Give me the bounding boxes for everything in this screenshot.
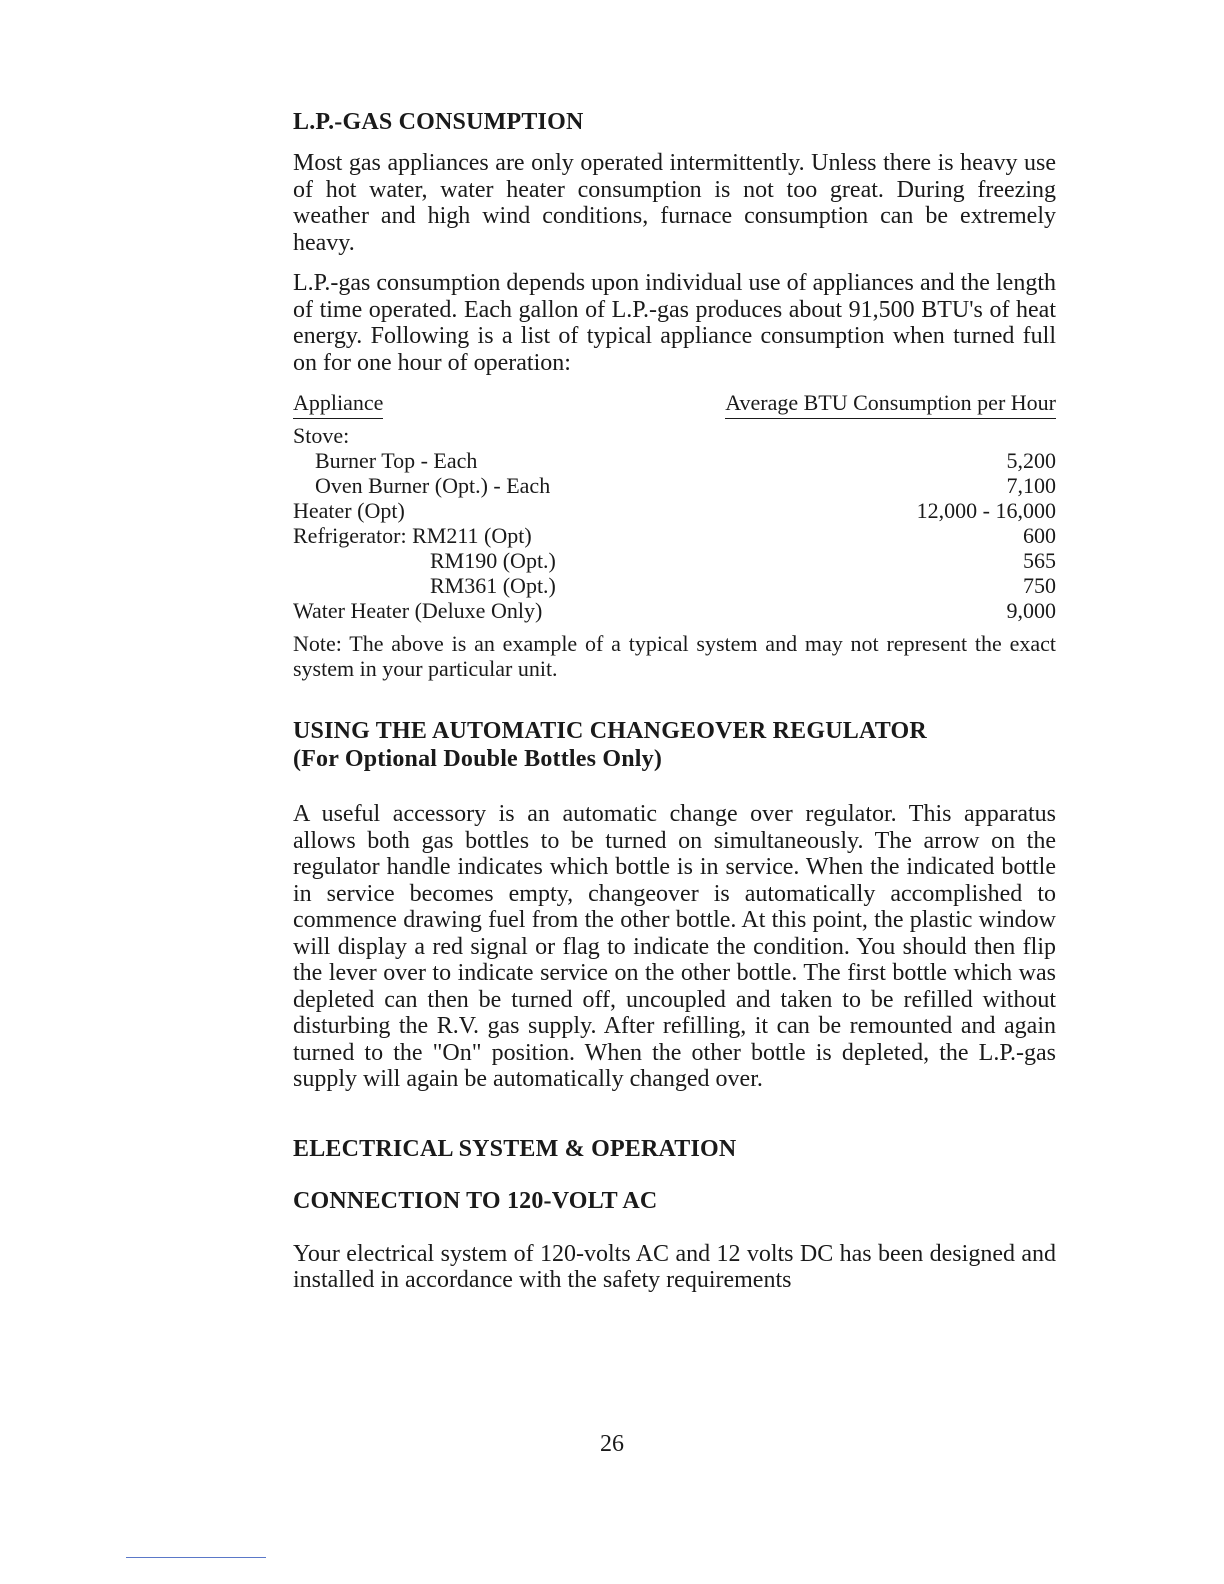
table-row xyxy=(293,523,1056,548)
col-appliance-header: Appliance xyxy=(293,390,383,419)
row-value: 7,100 xyxy=(1006,473,1056,498)
row-value: 750 xyxy=(1023,573,1056,598)
row-label: Stove: xyxy=(293,423,350,448)
row-value: 12,000 - 16,000 xyxy=(916,498,1056,523)
table-row xyxy=(293,448,1056,473)
lp-gas-heading: L.P.-GAS CONSUMPTION xyxy=(293,109,584,135)
footer-rule xyxy=(126,1557,266,1558)
row-label: Heater (Opt) xyxy=(293,498,405,523)
row-label: Burner Top - Each xyxy=(315,448,478,473)
table-row xyxy=(293,548,1056,573)
lp-gas-para-1: Most gas appliances are only operated intermittently. Unless there is heavy use of hot water, water heater consumption is not too great. During freezing weather and high wind conditions, furnace consumption can be extremely heavy. xyxy=(293,150,1056,256)
table-row xyxy=(293,473,1056,498)
regulator-subheading: (For Optional Double Bottles Only) xyxy=(293,746,663,772)
row-label: RM361 (Opt.) xyxy=(430,573,556,598)
row-label: Refrigerator: RM211 (Opt) xyxy=(293,523,532,548)
page-content xyxy=(293,108,1056,1294)
table-row xyxy=(293,498,1056,523)
row-value: 9,000 xyxy=(1006,598,1056,623)
consumption-table-header xyxy=(293,390,1056,419)
page-number: 26 xyxy=(600,1431,624,1457)
row-label: Water Heater (Deluxe Only) xyxy=(293,598,543,623)
electrical-para: Your electrical system of 120-volts AC and 12 volts DC has been designed and installed in accordance with the safety requirements xyxy=(293,1240,1056,1293)
lp-gas-para-2: L.P.-gas consumption depends upon individual use of appliances and the length of time operated. Each gallon of L.P.-gas produces about 91,500 BTU's of heat energy. Following is a list of typical appliance consumption when turned full on for one hour of operation: xyxy=(293,270,1056,376)
table-row xyxy=(293,573,1056,598)
electrical-heading: ELECTRICAL SYSTEM & OPERATION xyxy=(293,1135,737,1162)
consumption-table xyxy=(293,423,1056,623)
row-label: Oven Burner (Opt.) - Each xyxy=(315,473,551,498)
regulator-para: A useful accessory is an automatic change over regulator. This apparatus allows both gas bottles to be turned on simultaneously. The arrow on the regulator handle indicates which bottle is in service. When the indicated bottle in service becomes empty, changeover is automatically accomplished to commence drawing fuel from the other bottle. At this point, the plastic window will display a red signal or flag to indicate the condition. You should then flip the lever over to indicate service on the other bottle. The first bottle which was depleted can then be turned off, uncoupled and taken to be refilled without disturbing the R.V. gas supply. After refilling, it can be remounted and again turned to the "On" position. When the other bottle is depleted, the L.P.-gas supply will again be automatically changed over. xyxy=(293,801,1056,1092)
row-value: 600 xyxy=(1023,523,1056,548)
row-value: 565 xyxy=(1023,548,1056,573)
regulator-heading: USING THE AUTOMATIC CHANGEOVER REGULATOR xyxy=(293,718,927,744)
table-row xyxy=(293,423,1056,448)
row-label: RM190 (Opt.) xyxy=(430,548,556,573)
col-btu-header: Average BTU Consumption per Hour xyxy=(725,390,1056,419)
connection-heading: CONNECTION TO 120-VOLT AC xyxy=(293,1187,658,1214)
table-note: Note: The above is an example of a typical system and may not represent the exact system in your particular unit. xyxy=(293,631,1056,681)
row-value: 5,200 xyxy=(1006,448,1056,473)
table-row xyxy=(293,598,1056,623)
